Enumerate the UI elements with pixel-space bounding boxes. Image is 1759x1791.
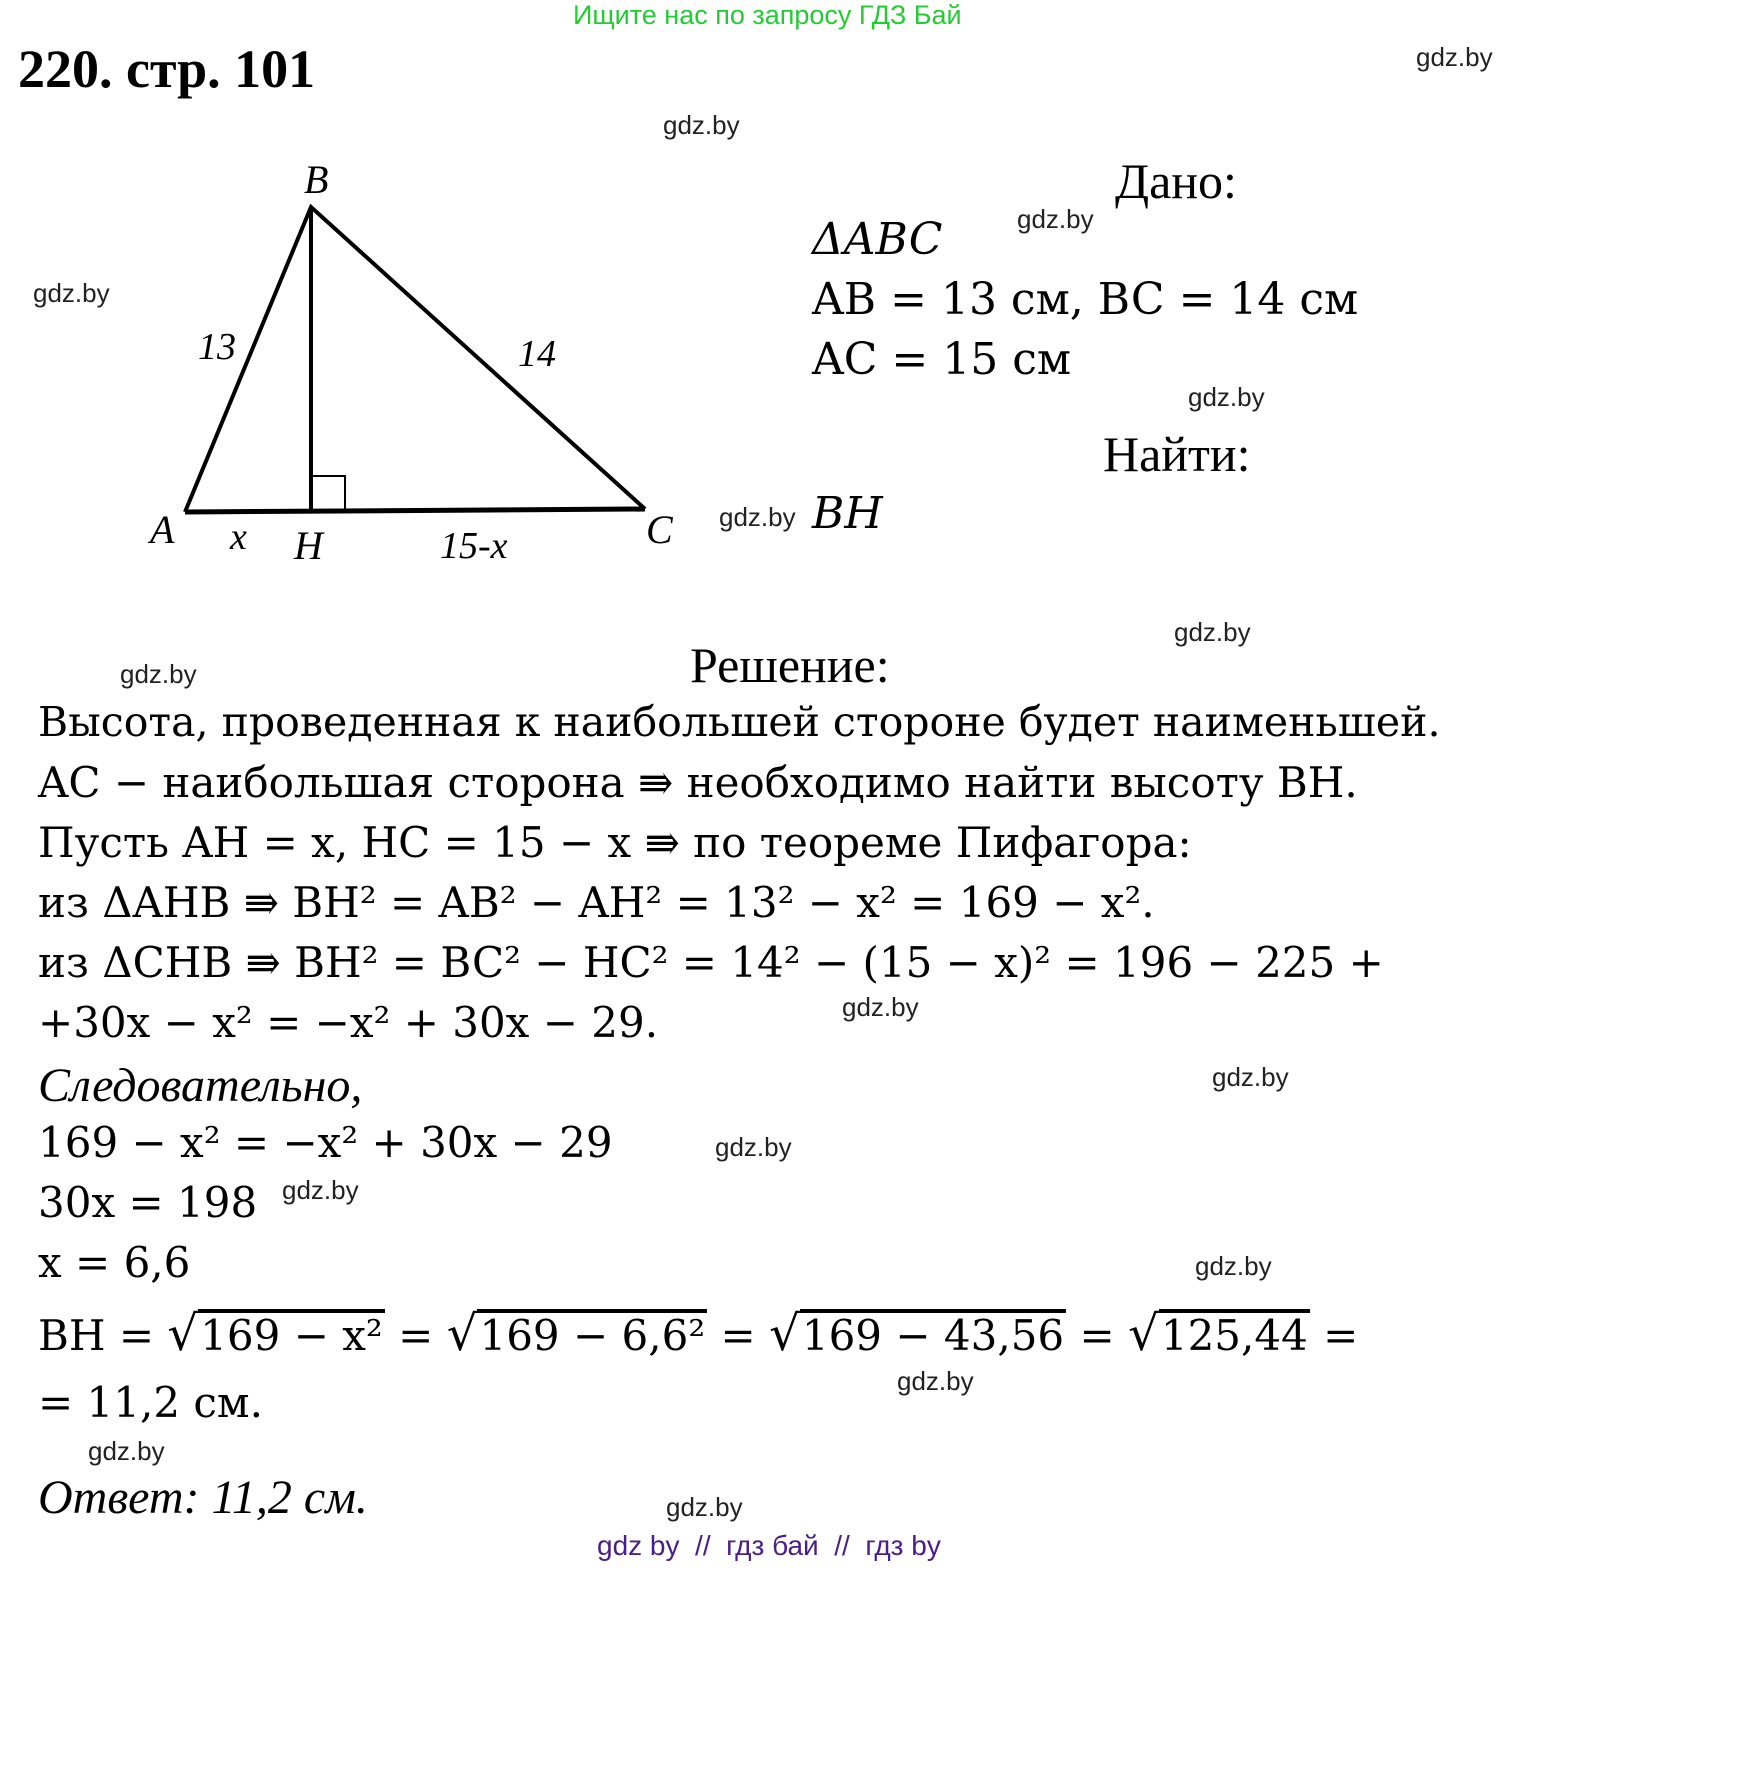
sqrt-icon: √ [769, 1306, 800, 1362]
triangle-figure [140, 160, 700, 580]
side-bc-label: 14 [518, 333, 556, 375]
footer-links[interactable]: gdz by // гдз бай // гдз by [597, 1530, 941, 1561]
solution-line-1: Высота, проведенная к наибольшей стороне будет наименьшей. [38, 698, 1441, 746]
bh-computation: BH = √169 − x² = √169 − 6,6² = √169 − 43,56 = √125,44 = [38, 1306, 1359, 1362]
watermark: gdz.by [88, 1436, 165, 1466]
segment-ah-label: x [230, 516, 247, 558]
equation-1: 169 − x² = −x² + 30x − 29 [38, 1118, 613, 1167]
vertex-c-label: C [646, 507, 673, 552]
watermark: gdz.by [1416, 42, 1493, 72]
watermark: gdz.by [120, 659, 197, 689]
watermark: gdz.by [282, 1175, 359, 1205]
watermark: gdz.by [1174, 617, 1251, 647]
solution-line-3: Пусть AH = x, HC = 15 − x ⇛ по теореме Пифагора: [38, 818, 1192, 867]
sqrt-icon: √ [1128, 1306, 1159, 1362]
given-heading: Дано: [1115, 153, 1237, 209]
given-triangle: ΔABC [812, 214, 943, 265]
watermark: gdz.by [666, 1492, 743, 1522]
watermark: gdz.by [715, 1132, 792, 1162]
find-heading: Найти: [1103, 426, 1251, 482]
given-sides-ab-bc: AB = 13 см, BC = 14 см [812, 274, 1359, 325]
vertex-a-label: A [150, 507, 175, 552]
solution-line-6: +30x − x² = −x² + 30x − 29. [38, 998, 659, 1047]
therefore-label: Следовательно, [38, 1059, 363, 1112]
watermark: gdz.by [1195, 1251, 1272, 1281]
watermark: gdz.by [897, 1366, 974, 1396]
sqrt-icon: √ [167, 1306, 199, 1362]
root-4: 125,44 [1160, 1311, 1308, 1360]
root-1: 169 − x² [200, 1311, 383, 1360]
solution-line-5: из ΔCHB ⇛ BH² = BC² − HC² = 14² − (15 − x)² = 196 − 225 + [38, 938, 1384, 987]
equation-2: 30x = 198 [38, 1178, 258, 1227]
given-side-ac: AC = 15 см [812, 334, 1072, 385]
find-value: BH [812, 488, 883, 539]
bh-prefix: BH = [38, 1311, 155, 1360]
equation-3: x = 6,6 [38, 1238, 191, 1287]
watermark: gdz.by [719, 502, 796, 532]
root-2: 169 − 6,6² [479, 1311, 706, 1360]
solution-heading: Решение: [690, 637, 890, 693]
watermark: gdz.by [1212, 1062, 1289, 1092]
sqrt-icon: √ [446, 1306, 478, 1362]
watermark: gdz.by [1188, 382, 1265, 412]
watermark: gdz.by [33, 278, 110, 308]
watermark: gdz.by [663, 110, 740, 140]
segment-hc-label: 15-x [440, 525, 508, 567]
solution-line-4: из ΔAHB ⇛ BH² = AB² − AH² = 13² − x² = 169 − x². [38, 878, 1155, 927]
vertex-h-label: H [294, 523, 323, 568]
search-banner: Ищите нас по запросу ГДЗ Бай [573, 0, 962, 30]
answer: Ответ: 11,2 см. [38, 1471, 368, 1524]
bh-result: = 11,2 см. [38, 1378, 263, 1427]
watermark: gdz.by [842, 992, 919, 1022]
side-ab-label: 13 [198, 326, 236, 368]
solution-line-2: AC − наибольшая сторона ⇛ необходимо найти высоту BH. [38, 758, 1358, 807]
watermark: gdz.by [1017, 204, 1094, 234]
root-3: 169 − 43,56 [801, 1311, 1065, 1360]
vertex-b-label: B [304, 157, 329, 202]
page-title: 220. стр. 101 [18, 39, 316, 99]
